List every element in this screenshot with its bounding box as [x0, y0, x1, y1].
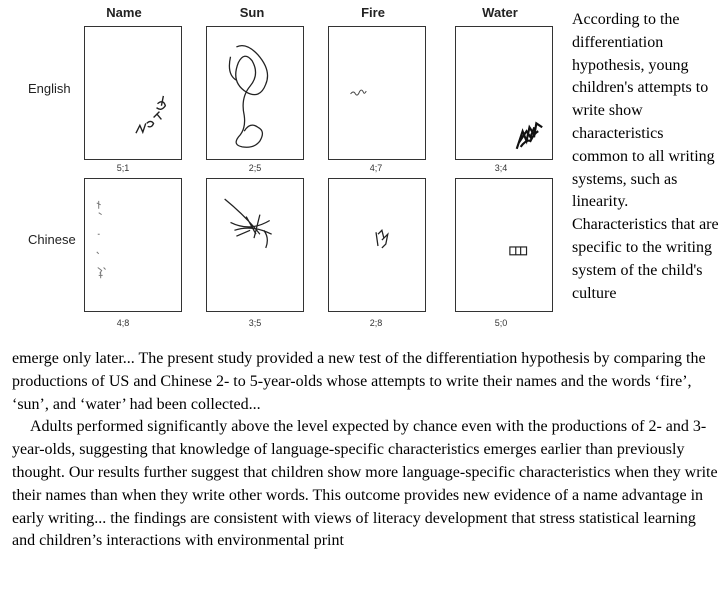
- abstract-paragraph-1: emerge only later... The present study provided a new test of the differentiation hypothesis by comparing the productions of US and Chinese 2- to 5-year-olds whose attempts to write their names and the words ‘fire’, ‘sun’, and ‘water’ had been collected...: [12, 350, 706, 413]
- column-header-sun: Sun: [239, 5, 265, 20]
- column-header-name: Name: [106, 5, 142, 20]
- age-chinese-water: 5;0: [494, 318, 508, 328]
- age-english-fire: 4;7: [369, 163, 383, 173]
- age-english-water: 3;4: [494, 163, 508, 173]
- column-header-fire: Fire: [361, 5, 385, 20]
- age-english-name: 5;1: [116, 163, 130, 173]
- age-english-sun: 2;5: [248, 163, 262, 173]
- row-header-chinese: Chinese: [28, 232, 76, 247]
- age-chinese-fire: 2;8: [369, 318, 383, 328]
- abstract-right-column: According to the differentiation hypothesis, young children's attempts to write show characteristics common to all writing systems, such as linearity. Characteristics that are specific to the writing system of the child's culture: [572, 11, 719, 302]
- abstract-body: [12, 348, 718, 553]
- age-chinese-sun: 3;5: [248, 318, 262, 328]
- column-header-water: Water: [482, 5, 518, 20]
- abstract-paragraph-2: Adults performed significantly above the level expected by chance even with the productions of 2- and 3-year-olds, suggesting that knowledge of language-specific characteristics emerges earlier than previously thought. Our results further suggest that children show more language-specific characteristics when they write their names than when they write other words. This outcome provides new evidence of a name advantage in early writing... the findings are consistent with views of literacy development that stress statistical learning and children’s interactions with environmental print: [12, 418, 718, 550]
- age-chinese-name: 4;8: [116, 318, 130, 328]
- row-header-english: English: [28, 81, 71, 96]
